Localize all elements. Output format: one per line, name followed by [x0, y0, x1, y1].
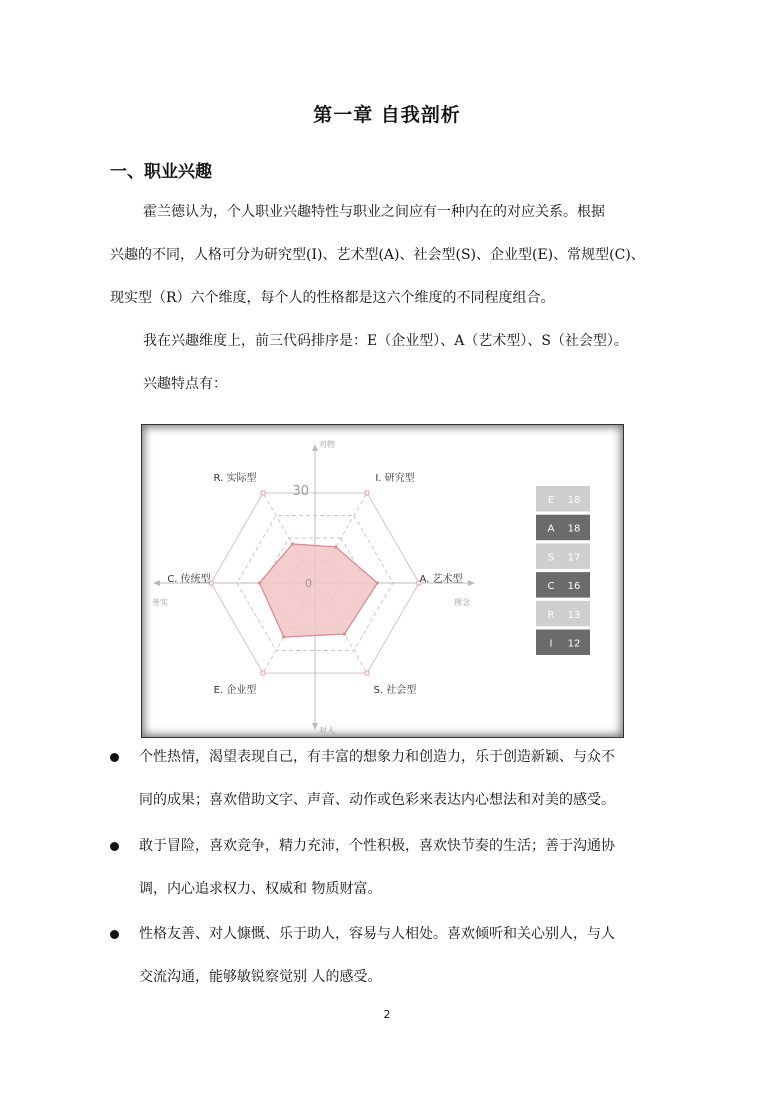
bullet-line: 交流沟通，能够敏锐察觉别 人的感受。 [139, 969, 382, 985]
intro-line: 现实型（R）六个维度，每个人的性格都是这六个维度的不同程度组合。 [110, 290, 555, 306]
axis-end-label-right: 理念 [454, 598, 470, 607]
legend-block [536, 486, 590, 512]
legend-score: 18 [567, 495, 581, 506]
legend-score: 12 [567, 638, 581, 650]
section-title: 一、职业兴趣 [110, 162, 212, 182]
radar-data-point [376, 581, 379, 584]
arrow-right-icon [468, 580, 475, 586]
legend-code: A [547, 523, 555, 535]
legend-code: E [547, 495, 555, 506]
page-number: 2 [383, 1008, 391, 1021]
legend-block [536, 515, 590, 541]
legend-code: C [547, 581, 555, 593]
axis-end-label-top: 对物 [319, 440, 335, 449]
radar-vertex-dot [261, 491, 265, 495]
bullet-line: 敢于冒险，喜欢竞争，精力充沛，个性积极，喜欢快节奏的生活；善于沟通协 [139, 838, 615, 854]
arrow-left-icon [153, 580, 160, 586]
legend-score: 16 [567, 581, 581, 593]
bullet-line: 个性热情，渴望表现自己，有丰富的想象力和创造力，乐于创造新颖、与众不 [139, 749, 615, 765]
arrow-up-icon [312, 444, 318, 451]
code-sentence: 我在兴趣维度上，前三代码排序是：E（企业型）、A（艺术型）、S（社会型）。 [143, 333, 628, 349]
traits-heading: 兴趣特点有： [143, 376, 227, 392]
arrow-down-icon [312, 723, 318, 730]
radar-axis-label: E. 企业型 [213, 685, 257, 697]
chapter-title: 第一章 自我剖析 [313, 104, 461, 126]
bullet-dot [110, 842, 119, 851]
legend-score: 13 [567, 609, 581, 621]
radar-axis-label: I. 研究型 [375, 472, 415, 484]
radar-svg [142, 425, 623, 737]
legend-score: 18 [567, 523, 581, 535]
bullet-line: 同的成果；喜欢借助文字、声音、动作或色彩来表达内心想法和对美的感受。 [139, 792, 615, 808]
radar-vertex-dot [261, 671, 265, 675]
bullet-line: 性格友善、对人慷慨、乐于助人，容易与人相处。喜欢倾听和关心别人，与人 [139, 926, 615, 942]
radar-axis-label: S. 社会型 [373, 685, 417, 697]
bullet-dot [110, 930, 119, 939]
radar-data-point [291, 542, 294, 545]
legend-block [536, 543, 590, 569]
scale-zero-label: 0 [305, 577, 312, 590]
radar-vertex-dot [365, 491, 369, 495]
axis-end-label-left: 务实 [152, 598, 168, 607]
bullet-line: 调，内心追求权力、权威和 物质财富。 [139, 881, 382, 897]
radar-axis-label: C. 传统型 [167, 574, 211, 585]
radar-data-point [334, 545, 337, 548]
intro-line: 兴趣的不同，人格可分为研究型(I)、艺术型(A)、社会型(S)、企业型(E)、常规型(C)、 [110, 247, 645, 263]
interest-radar-chart [141, 424, 624, 738]
radar-data-point [343, 632, 346, 635]
axis-end-label-bottom: 对人 [319, 726, 335, 735]
legend-code: I [549, 638, 553, 650]
bullet-dot [110, 753, 119, 762]
scale-max-label: 30 [292, 484, 309, 499]
legend-code: S [547, 552, 555, 564]
radar-axis-label: A. 艺术型 [419, 574, 463, 585]
legend-block [536, 601, 590, 627]
radar-vertex-dot [365, 671, 369, 675]
radar-data-point [258, 581, 261, 584]
legend-score: 17 [567, 552, 581, 564]
intro-line: 霍兰德认为，个人职业兴趣特性与职业之间应有一种内在的对应关系。根据 [143, 204, 605, 220]
radar-axis-label: R. 实际型 [213, 472, 257, 484]
legend-block [536, 630, 590, 656]
legend-block [536, 572, 590, 598]
radar-data-area [260, 544, 378, 637]
radar-data-point [282, 635, 285, 638]
legend-code: R [547, 609, 555, 621]
